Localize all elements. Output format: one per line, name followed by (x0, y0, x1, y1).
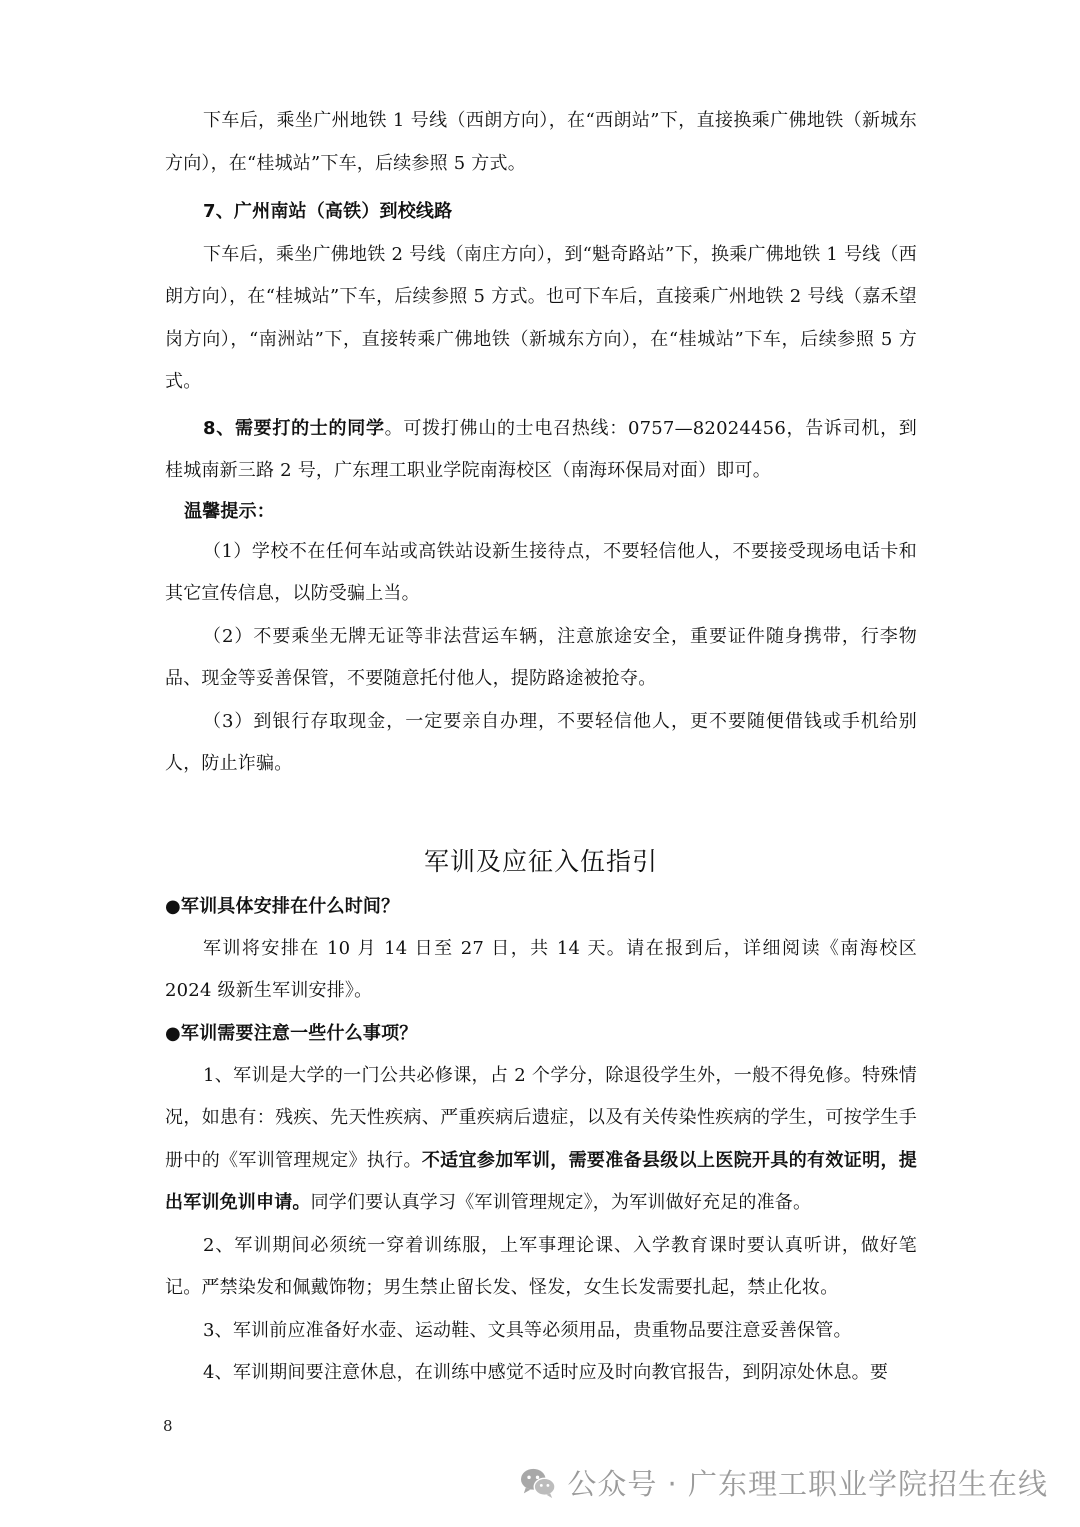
page-number: 8 (163, 1417, 173, 1435)
route8-paragraph (165, 408, 917, 493)
route7-heading: 7、广州南站（高铁）到校线路 (203, 201, 453, 222)
item-3: 3、军训前应准备好水壶、运动鞋、文具等必须用品，贵重物品要注意妥善保管。 (203, 1319, 852, 1341)
item-1-text-end: 同学们要认真学习《军训管理规定》，为军训做好充足的准备。 (310, 1192, 812, 1213)
item-1-bold: 不适宜参加军训，需要准备县级以上医院开具的有效证明，提出军训免训申请。 (165, 1149, 917, 1213)
wechat-icon (519, 1466, 557, 1500)
question-2: ●军训需要注意一些什么事项？ (165, 1022, 418, 1044)
route7-body: 下车后，乘坐广佛地铁 2 号线（南庄方向），到“魁奇路站”下，换乘广佛地铁 1 号线（西朗方向），在“桂城站”下车，后续参照 5 方式。也可下车后，直接乘广州地铁 2 号线（嘉禾望岗方向），“南洲站”下，直接转乘广佛地铁（新城东方向），在“桂城站”下车，后续参照 5 方式。 (165, 243, 917, 392)
watermark-text: 公众号 · 广东理工职业学院招生在线 (567, 1467, 1048, 1501)
route6-continuation: 下车后，乘坐广州地铁 1 号线（西朗方向），在“西朗站”下，直接换乘广佛地铁（新城东方向），在“桂城站”下车，后续参照 5 方式。 (165, 110, 917, 174)
answer-1: 军训将安排在 10 月 14 日至 27 日，共 14 天。请在报到后，详细阅读《南海校区 2024 级新生军训安排》。 (165, 937, 917, 1001)
item-1-text: 1、军训是大学的一门公共必修课，占 2 个学分，除退役学生外，一般不得免修。特殊情况，如患有：残疾、先天性疾病、严重疾病后遗症，以及有关传染性疾病的学生，可按学生手册中的《军训管理规定》执行。 (165, 1064, 917, 1171)
watermark (519, 1462, 1048, 1503)
item-1 (165, 1055, 917, 1225)
tip-2: （2）不要乘坐无牌无证等非法营运车辆，注意旅途安全，重要证件随身携带，行李物品、现金等妥善保管，不要随意托付他人，提防路途被抢夺。 (165, 625, 917, 689)
route8-heading: 8、需要打的士的同学 (203, 417, 385, 439)
page-content (165, 100, 917, 1395)
tips-heading: 温馨提示： (184, 500, 275, 522)
tip-3: （3）到银行存取现金，一定要亲自办理，不要轻信他人，更不要随便借钱或手机给别人，防止诈骗。 (165, 710, 917, 774)
item-2: 2、军训期间必须统一穿着训练服，上军事理论课、入学教育课时要认真听讲，做好笔记。严禁染发和佩戴饰物；男生禁止留长发、怪发，女生长发需要扎起，禁止化妆。 (165, 1234, 917, 1298)
section-title: 军训及应征入伍指引 (423, 846, 658, 876)
item-4: 4、军训期间要注意休息，在训练中感觉不适时应及时向教官报告，到阴凉处休息。要 (203, 1362, 889, 1383)
route8-body: 。可拨打佛山的士电召热线：0757—82024456，告诉司机，到桂城南新三路 2 号，广东理工职业学院南海校区（南海环保局对面）即可。 (165, 417, 917, 481)
tip-1: （1）学校不在任何车站或高铁站设新生接待点，不要轻信他人，不要接受现场电话卡和其它宣传信息，以防受骗上当。 (165, 540, 917, 604)
question-1: ●军训具体安排在什么时间？ (165, 895, 400, 917)
